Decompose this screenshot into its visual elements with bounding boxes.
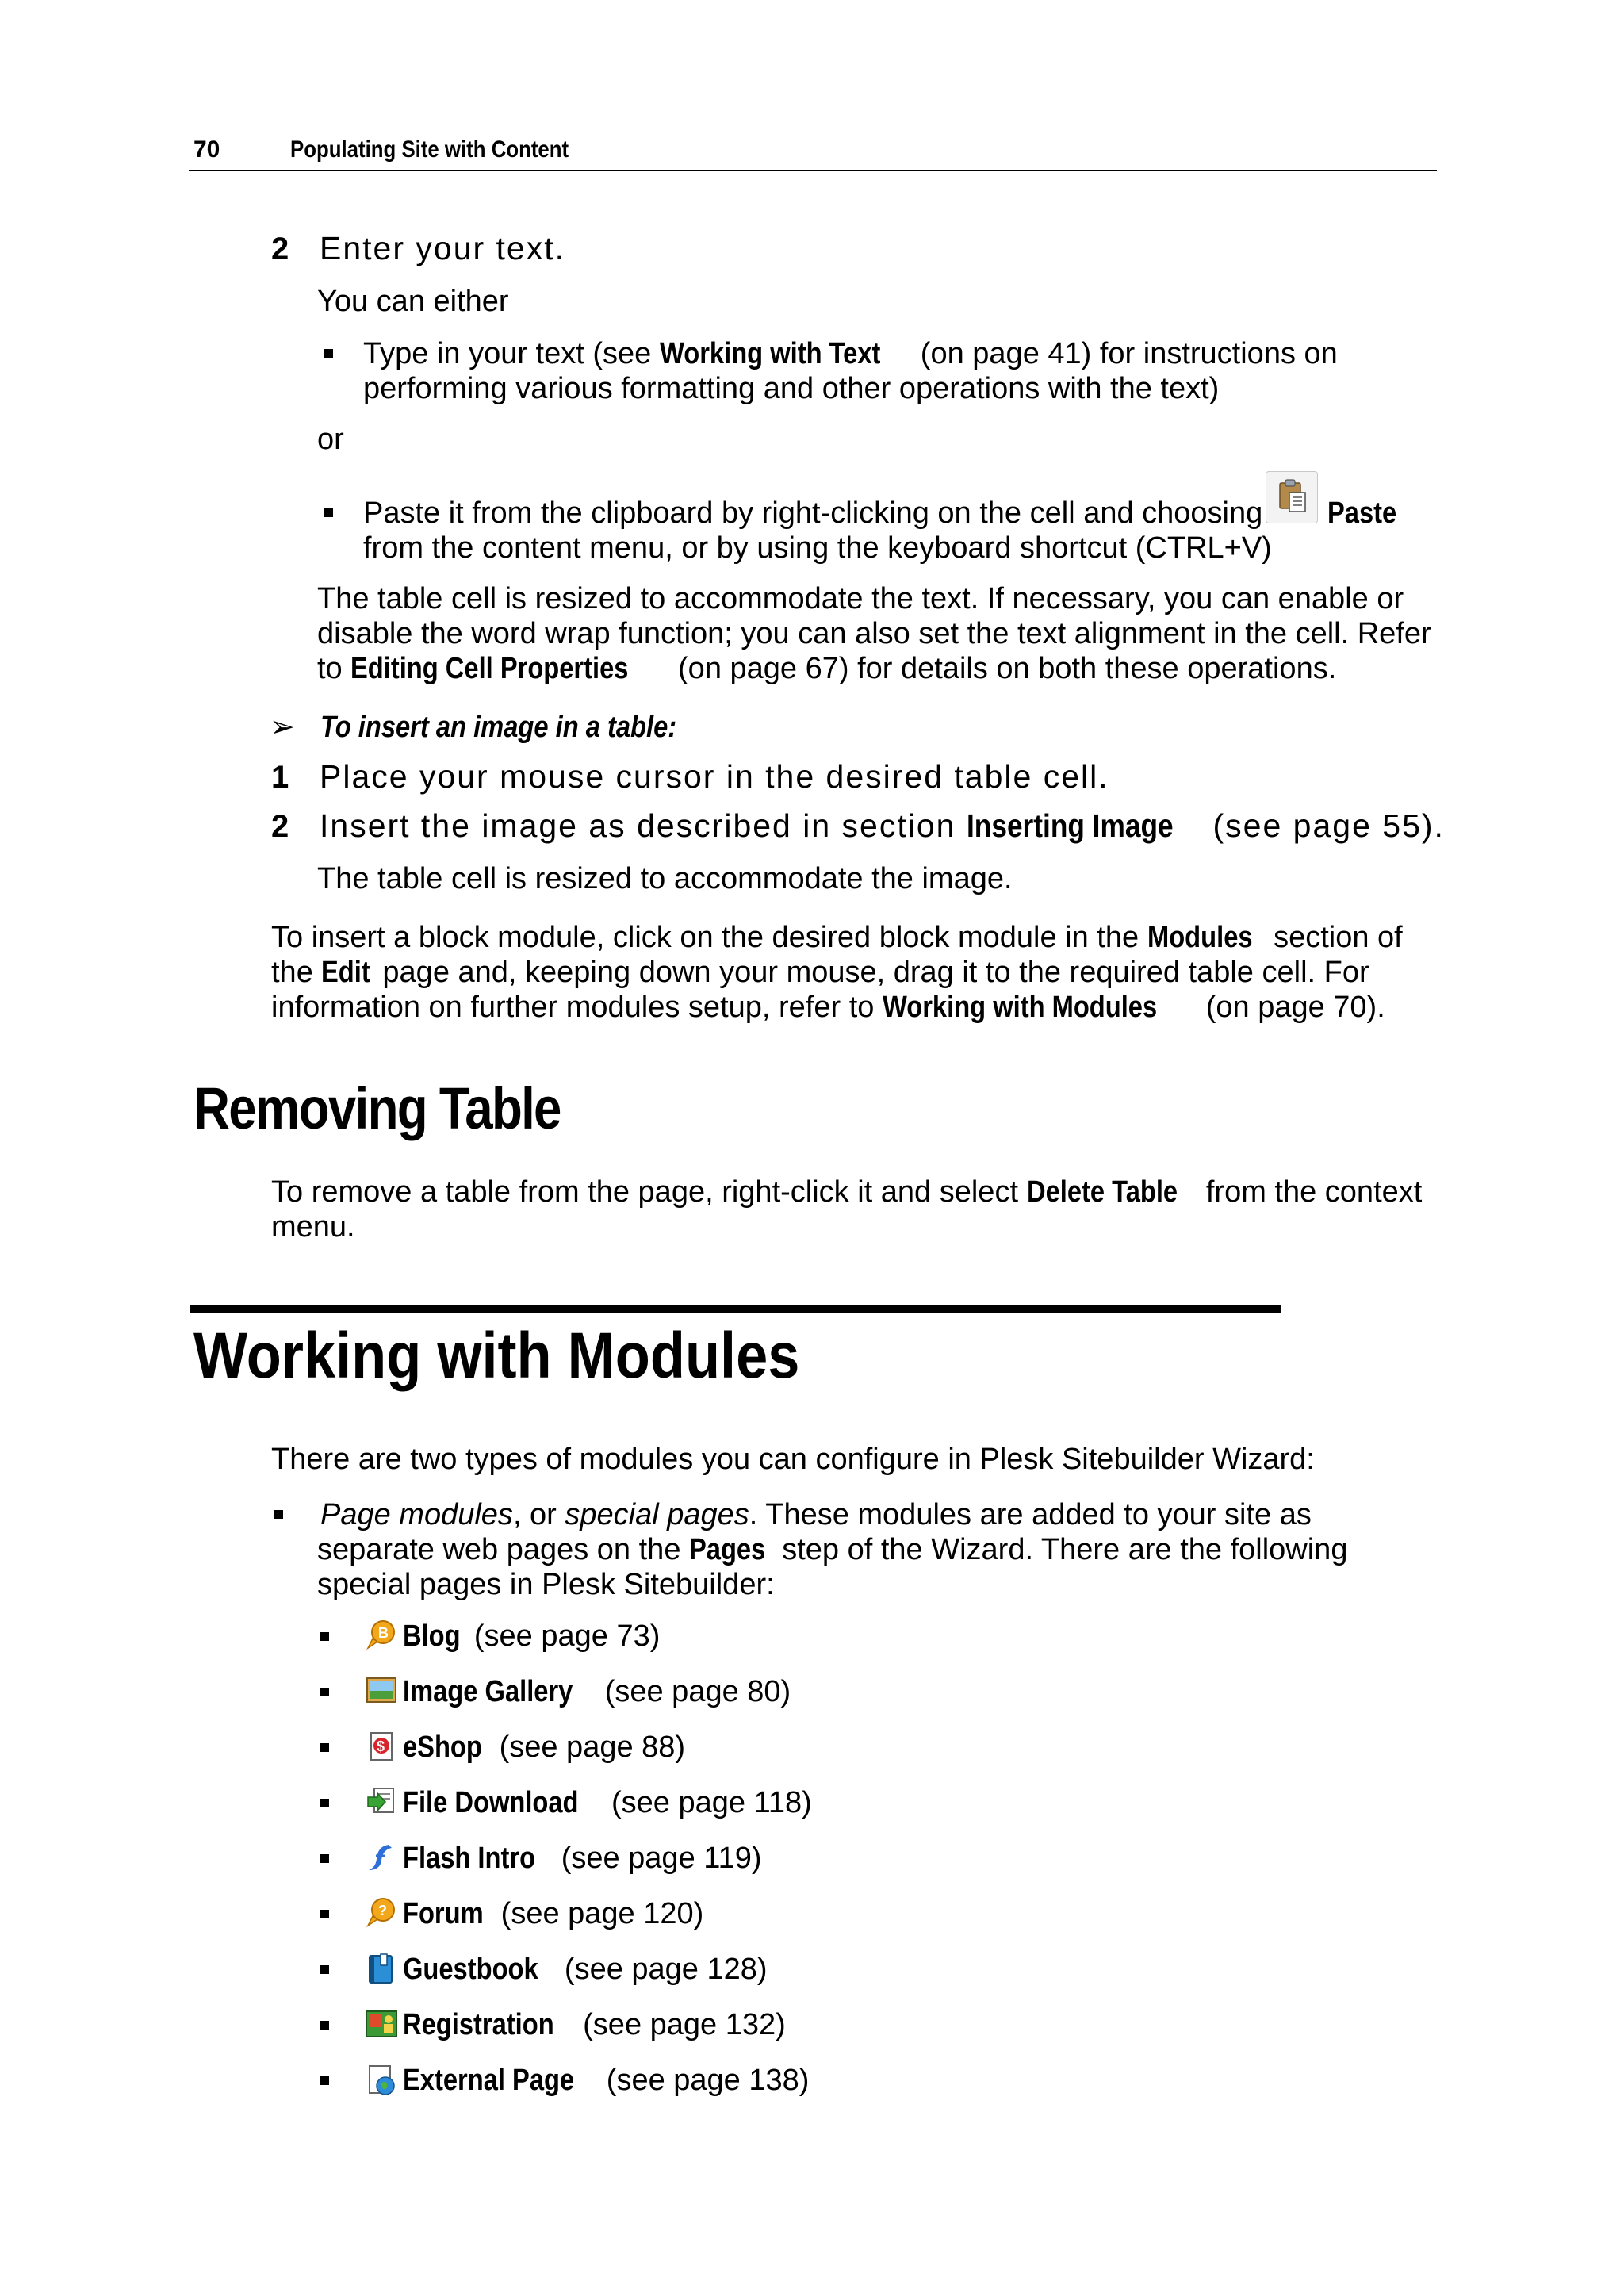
page-number: 70 <box>193 136 220 163</box>
step-number: 2 <box>271 232 289 266</box>
paragraph-line: special pages in Plesk Sitebuilder: <box>317 1568 775 1601</box>
chapter-rule <box>190 1305 1281 1313</box>
link-guestbook[interactable]: Guestbook <box>403 1952 538 1986</box>
step-result: The table cell is resized to accommodate the image. <box>317 862 1013 895</box>
registration-icon <box>365 2008 398 2041</box>
link-flash-intro[interactable]: Flash Intro <box>403 1841 536 1875</box>
paragraph-line: separate web pages on the Pages step of the Wizard. There are the following <box>317 1533 1348 1566</box>
list-item: Guestbook (see page 128) <box>320 1949 768 1989</box>
flash-intro-icon <box>365 1842 398 1875</box>
link-eshop[interactable]: eShop <box>403 1730 482 1764</box>
paragraph-line: To insert a block module, click on the desired block module in the Modules section of <box>271 921 1403 954</box>
step-intro: You can either <box>317 285 509 318</box>
or-text: or <box>317 423 344 456</box>
paragraph-line: to Editing Cell Properties (on page 67) for details on both these operations. <box>317 652 1337 685</box>
guestbook-icon <box>365 1953 398 1986</box>
modules-intro: There are two types of modules you can configure in Plesk Sitebuilder Wizard: <box>271 1443 1315 1476</box>
external-page-icon <box>365 2064 398 2097</box>
procedure-arrow-icon: ➢ <box>270 711 295 744</box>
svg-text:$: $ <box>377 1738 385 1754</box>
chapter-heading: Working with Modules <box>193 1320 800 1392</box>
step-title: Place your mouse cursor in the desired table cell. <box>320 758 1109 795</box>
paste-icon <box>1266 471 1318 523</box>
link-working-with-modules[interactable]: Working with Modules <box>882 991 1158 1024</box>
link-registration[interactable]: Registration <box>403 2007 554 2041</box>
link-forum[interactable]: Forum <box>403 1896 484 1930</box>
image-gallery-icon <box>365 1675 398 1708</box>
step-number: 1 <box>271 760 289 795</box>
file-download-icon <box>365 1786 398 1819</box>
link-file-download[interactable]: File Download <box>403 1785 579 1819</box>
step-title: Enter your text. <box>320 230 566 266</box>
bullet-text-line2: performing various formatting and other operations with the text) <box>363 372 1220 405</box>
bullet <box>324 349 333 358</box>
step-number: 2 <box>271 809 289 844</box>
link-inserting-image[interactable]: Inserting Image <box>966 807 1174 844</box>
paste-label: Paste <box>1327 496 1397 530</box>
paragraph-line: Page modules, or special pages. These modules are added to your site as <box>320 1498 1312 1531</box>
link-image-gallery[interactable]: Image Gallery <box>403 1674 573 1708</box>
paragraph-line: menu. <box>271 1210 355 1244</box>
link-external-page[interactable]: External Page <box>403 2063 575 2097</box>
list-item: Registration (see page 132) <box>320 2005 786 2045</box>
paragraph-line: The table cell is resized to accommodate the text. If necessary, you can enable or <box>317 582 1404 615</box>
list-item: $ eShop (see page 88) <box>320 1727 685 1767</box>
svg-text:?: ? <box>378 1903 387 1918</box>
forum-icon <box>365 1897 398 1930</box>
link-editing-cell-properties[interactable]: Editing Cell Properties <box>350 652 629 685</box>
bullet <box>274 1510 283 1519</box>
blog-icon <box>365 1619 398 1653</box>
bullet-text: Type in your text (see Working with Text (on page 41) for instructions on <box>363 337 1338 370</box>
paragraph-line: disable the word wrap function; you can also set the text alignment in the cell. Refer <box>317 617 1431 650</box>
paragraph-line: To remove a table from the page, right-click it and select Delete Table from the context <box>271 1175 1423 1209</box>
step-title: Insert the image as described in section Inserting Image (see page 55). <box>320 807 1445 844</box>
eshop-icon <box>365 1731 398 1764</box>
running-header: Populating Site with Content <box>290 136 569 163</box>
paragraph-line: the Edit page and, keeping down your mouse, drag it to the required table cell. For <box>271 956 1369 989</box>
header-rule <box>189 170 1437 171</box>
bullet-text-line2: from the content menu, or by using the keyboard shortcut (CTRL+V) <box>363 531 1272 565</box>
list-item: B Blog (see page 73) <box>320 1616 660 1656</box>
list-item: File Download (see page 118) <box>320 1783 812 1823</box>
link-blog[interactable]: Blog <box>403 1619 461 1653</box>
svg-text:B: B <box>378 1625 389 1641</box>
link-working-with-text[interactable]: Working with Text <box>659 337 881 370</box>
list-item: ? Forum (see page 120) <box>320 1894 703 1934</box>
paragraph-line: information on further modules setup, refer to Working with Modules (on page 70). <box>271 991 1385 1024</box>
procedure-title: To insert an image in a table: <box>320 711 677 744</box>
list-item: Image Gallery (see page 80) <box>320 1672 791 1711</box>
list-item: External Page (see page 138) <box>320 2060 809 2100</box>
list-item: Flash Intro (see page 119) <box>320 1838 762 1878</box>
section-heading: Removing Table <box>193 1075 561 1141</box>
bullet <box>324 508 333 517</box>
bullet-text: Paste it from the clipboard by right-clicking on the cell and choosing <box>363 496 1263 530</box>
